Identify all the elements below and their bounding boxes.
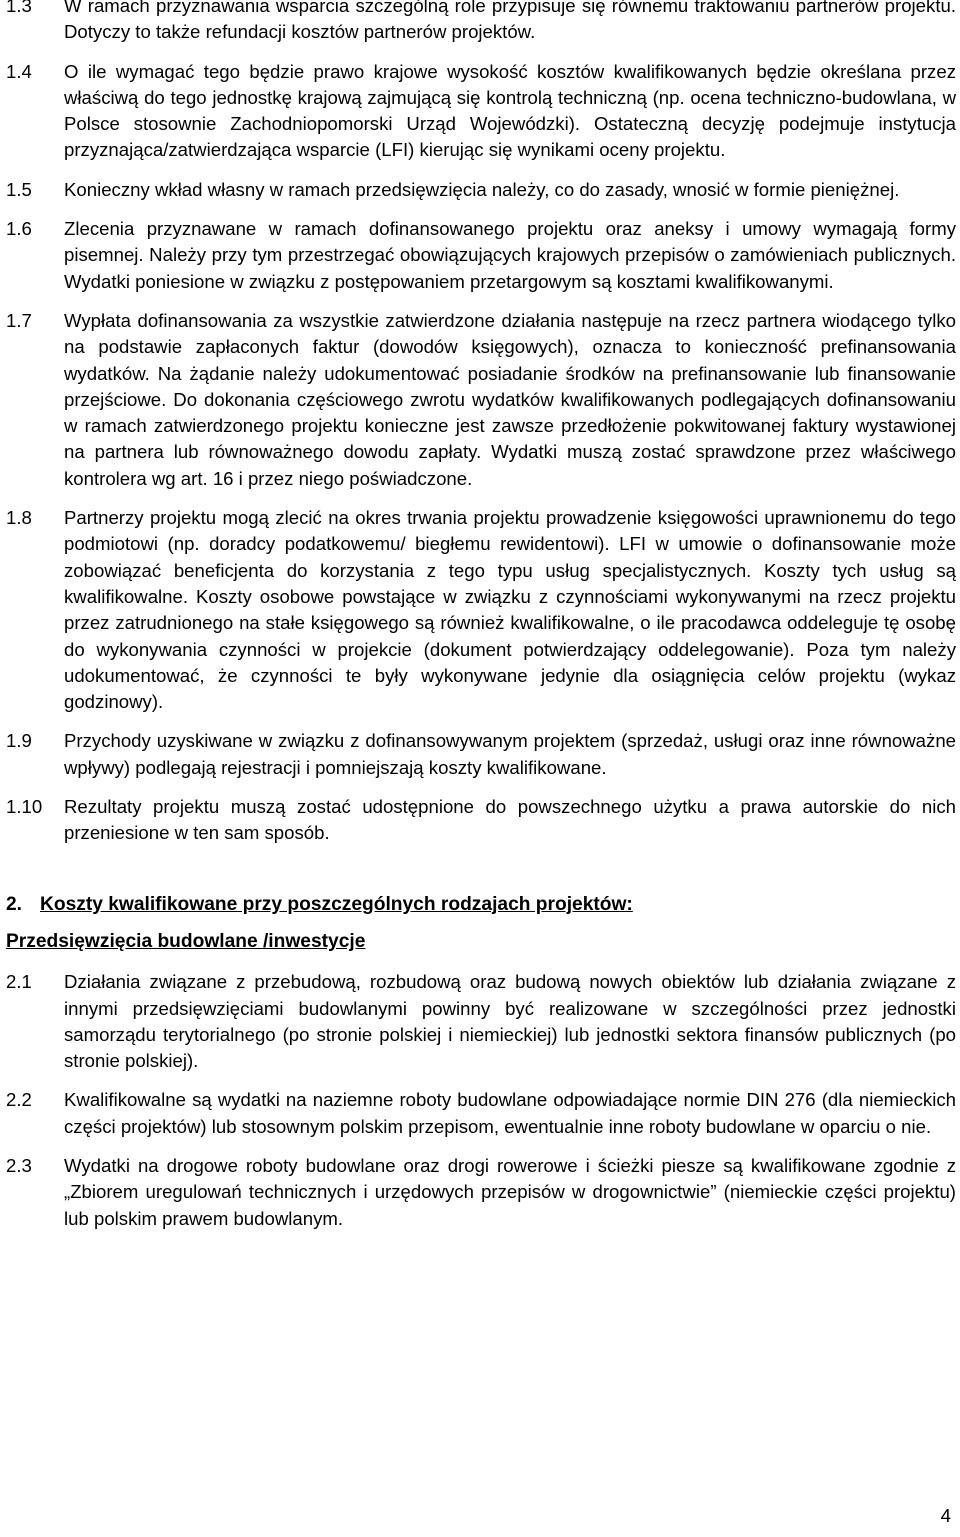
item-number: 1.5 xyxy=(6,178,32,200)
item-text: O ile wymagać tego będzie prawo krajowe wysokość kosztów kwalifikowanych będzie określana przez właściwą do tego jednostkę krajową zajmującą się kontrolą techniczną (np. ocena techniczno-budowlana, w Polsce stosownie Zachodniopomorski Urząd Wojewódzki). Ostateczną decyzję podejmuje instytucja przyznająca/zatwierdzająca wsparcie (LFI) kierując się wynikami oceny projektu. xyxy=(64,60,956,161)
item-text: Przychody uzyskiwane w związku z dofinansowywanym projektem (sprzedaż, usługi oraz inne równoważne wpływy) podlegają rejestracji i pomniejszają koszty kwalifikowane. xyxy=(64,730,956,778)
list-item xyxy=(0,177,960,203)
list-item xyxy=(0,216,960,295)
item-text: Partnerzy projektu mogą zlecić na okres trwania projektu prowadzenie księgowości uprawnionemu do tego podmiotowi (np. doradcy podatkowemu/ biegłemu rewidentowi). LFI w umowie o dofinansowanie może zobowiązać beneficjenta do korzystania z tego typu usług specjalistycznych. Koszty tych usług są kwalifikowalne. Koszty osobowe powstające w związku z czynnościami wykonywanymi na rzecz projektu przez zatrudnionego na stałe księgowego są również kwalifikowalne, o ile pracodawca oddeleguje tę osobę do wykonywania czynności w projekcie (dokument potwierdzający oddelegowanie). Poza tym należy udokumentować, że czynności te były wykonywane jedynie dla osiągnięcia celów projektu (wykaz godzinowy). xyxy=(64,507,956,713)
page-number: 4 xyxy=(940,1504,951,1526)
item-number: 1.9 xyxy=(6,730,32,752)
item-text: Zlecenia przyznawane w ramach dofinansowanego projektu oraz aneksy i umowy wymagają formy pisemnej. Należy przy tym przestrzegać obowiązujących krajowych przepisów o zamówieniach publicznych. Wydatki poniesione w związku z postępowaniem przetargowym są kosztami kwalifikowanymi. xyxy=(64,218,956,292)
item-number: 1.3 xyxy=(6,0,32,16)
sub-heading: Przedsięwzięcia budowlane /inwestycje xyxy=(6,930,366,952)
list-item xyxy=(0,969,960,1074)
list-item xyxy=(0,59,960,164)
item-text: Wydatki na drogowe roboty budowlane oraz drogi rowerowe i ścieżki piesze są kwalifikowane zgodnie z „Zbiorem uregulowań technicznych i urzędowych przepisów w drogownictwie” (niemieckie części projektu) lub polskim prawem budowlanym. xyxy=(64,1154,956,1229)
list-item xyxy=(0,1153,960,1232)
item-number: 1.4 xyxy=(6,60,32,82)
item-text: Rezultaty projektu muszą zostać udostępnione do powszechnego użytku a prawa autorskie do nich przeniesione w ten sam sposób. xyxy=(64,796,956,844)
item-number: 2.3 xyxy=(6,1154,32,1176)
item-text: Konieczny wkład własny w ramach przedsięwzięcia należy, co do zasady, wnosić w formie pieniężnej. xyxy=(64,178,900,200)
list-item xyxy=(0,794,960,847)
list-item xyxy=(0,0,960,46)
item-text: Wypłata dofinansowania za wszystkie zatwierdzone działania następuje na rzecz partnera wiodącego tylko na podstawie zapłaconych faktur (dowodów księgowych), oznacza to konieczność prefinansowania wydatków. Na żądanie należy udokumentować posiadanie środków na prefinansowanie lub finansowanie przejściowe. Do dokonania częściowego zwrotu wydatków kwalifikowanych podlegających dofinansowaniu w ramach zatwierdzonego projektu konieczne jest zawsze przedłożenie pokwitowanej faktury wystawionej na partnera lub równoważnego dowodu zapłaty. Wydatki muszą zostać sprawdzone przez właściwego kontrolera wg art. 16 i przez niego poświadczone. xyxy=(64,309,956,489)
item-number: 1.8 xyxy=(6,507,32,529)
item-number: 1.10 xyxy=(6,796,43,818)
list-item xyxy=(0,308,960,492)
list-item xyxy=(0,505,960,715)
item-text: Działania związane z przebudową, rozbudową oraz budową nowych obiektów lub działania związane z innymi przedsięwzięciami budowlanymi powinny być realizowane w szczególności przez jednostki samorządu terytorialnego (po stronie polskiej i niemieckiej) lub jednostki sektora finansów publicznych (po stronie polskiej). xyxy=(64,971,956,1072)
list-item xyxy=(0,728,960,781)
section-heading xyxy=(0,892,960,918)
list-item xyxy=(0,1087,960,1140)
section-title: Koszty kwalifikowane przy poszczególnych rodzajach projektów: xyxy=(40,893,633,915)
item-text: W ramach przyznawania wsparcia szczególną role przypisuje się równemu traktowaniu partnerów projektu. Dotyczy to także refundacji kosztów partnerów projektów. xyxy=(64,0,956,43)
item-number: 1.6 xyxy=(6,218,32,240)
section-number: 2. xyxy=(6,893,23,915)
item-number: 2.1 xyxy=(6,971,32,993)
item-text: Kwalifikowalne są wydatki na naziemne roboty budowlane odpowiadające normie DIN 276 (dla niemieckich części projektów) lub stosownym polskim przepisom, ewentualnie inne roboty budowlane w oparciu o nie. xyxy=(64,1089,956,1137)
item-number: 2.2 xyxy=(6,1089,32,1111)
item-number: 1.7 xyxy=(6,309,32,331)
